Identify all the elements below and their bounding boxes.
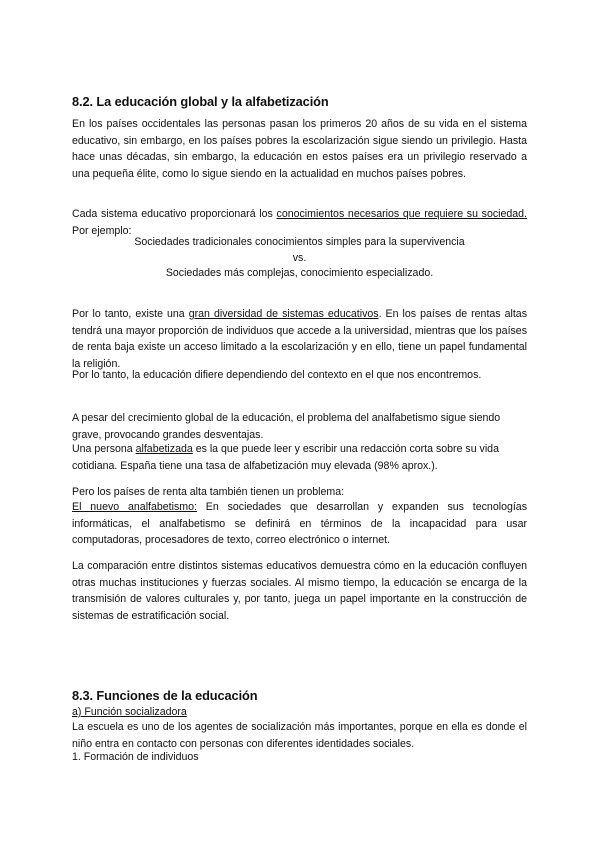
- paragraph-intro: En los países occidentales las personas pasan los primeros 20 años de su vida en el sistema educativo, sin embargo, en los países pobres la escolarización sigue siendo un privilegio. Hasta hace unas décadas, sin embargo, la educación en estos países era un privilegio reservado a una pequeña élite, como lo sigue siendo en la actualidad en muchos países pobres.: [72, 118, 527, 180]
- section-heading-8-3: 8.3. Funciones de la educación: [72, 688, 258, 703]
- text-span: En sociedades que desarrollan y expanden sus tecnologías informáticas, el analfabetismo se definirá en términos de la incapacidad para usar computadoras, procesadores de texto, correo electrónico o internet.: [72, 501, 527, 547]
- example-complex: Sociedades más complejas, conocimiento especializado.: [165, 267, 434, 279]
- text-span: Por ejemplo:: [72, 224, 132, 237]
- example-vs: vs.: [292, 252, 307, 264]
- underlined-phrase: alfabetizada: [135, 443, 193, 455]
- section-heading-8-2: 8.2. La educación global y la alfabetización: [72, 94, 329, 109]
- paragraph-nuevo-analfabetismo: [72, 499, 527, 549]
- paragraph-alfabetizada: [72, 441, 527, 474]
- paragraph-renta-alta: Pero los países de renta alta también tienen un problema:: [72, 486, 345, 498]
- paragraph-diversidad: [72, 306, 527, 372]
- underlined-phrase: conocimientos necesarios que requiere su sociedad.: [276, 208, 527, 220]
- paragraph-contexto: Por lo tanto, la educación difiere dependiendo del contexto en el que nos encontremos.: [72, 369, 482, 381]
- text-span: . En los países de rentas altas tendrá una mayor proporción de individuos que accede a la universidad, mientras que los países de renta baja existe un acceso limitado a la escolarización y en ello, tiene un papel fundamental la religión.: [72, 308, 527, 370]
- paragraph-analfabetismo: A pesar del crecimiento global de la educación, el problema del analfabetismo sigue siendo grave, provocando grandes desventajas.: [72, 412, 501, 441]
- text-span: Cada sistema educativo proporcionará los: [72, 208, 277, 220]
- underlined-phrase: El nuevo analfabetismo:: [72, 501, 197, 513]
- example-traditional: Sociedades tradicionales conocimientos simples para la supervivencia: [134, 236, 465, 248]
- paragraph-comparacion: La comparación entre distintos sistemas educativos demuestra cómo en la educación confluyen otras muchas instituciones y fuerzas sociales. Al mismo tiempo, la educación se encarga de la transmisión de valores culturales y, por tanto, juega un papel importante en la construcción de sistemas de estratificación social.: [72, 560, 527, 622]
- underlined-phrase: gran diversidad de sistemas educativos: [188, 308, 379, 320]
- text-span: es la que puede leer y escribir una redacción corta sobre su vida cotidiana. España tiene una tasa de alfabetización muy elevada (98% aprox.).: [72, 443, 499, 472]
- list-item-formacion: 1. Formación de individuos: [72, 751, 199, 763]
- paragraph-escuela: La escuela es uno de los agentes de socialización más importantes, porque en ella es donde el niño entra en contacto con personas con diferentes identidades sociales.: [72, 721, 527, 750]
- text-span: Por lo tanto, existe una: [72, 308, 189, 320]
- subheading-funcion-socializadora: a) Función socializadora: [72, 706, 187, 718]
- text-span: Una persona: [72, 443, 136, 455]
